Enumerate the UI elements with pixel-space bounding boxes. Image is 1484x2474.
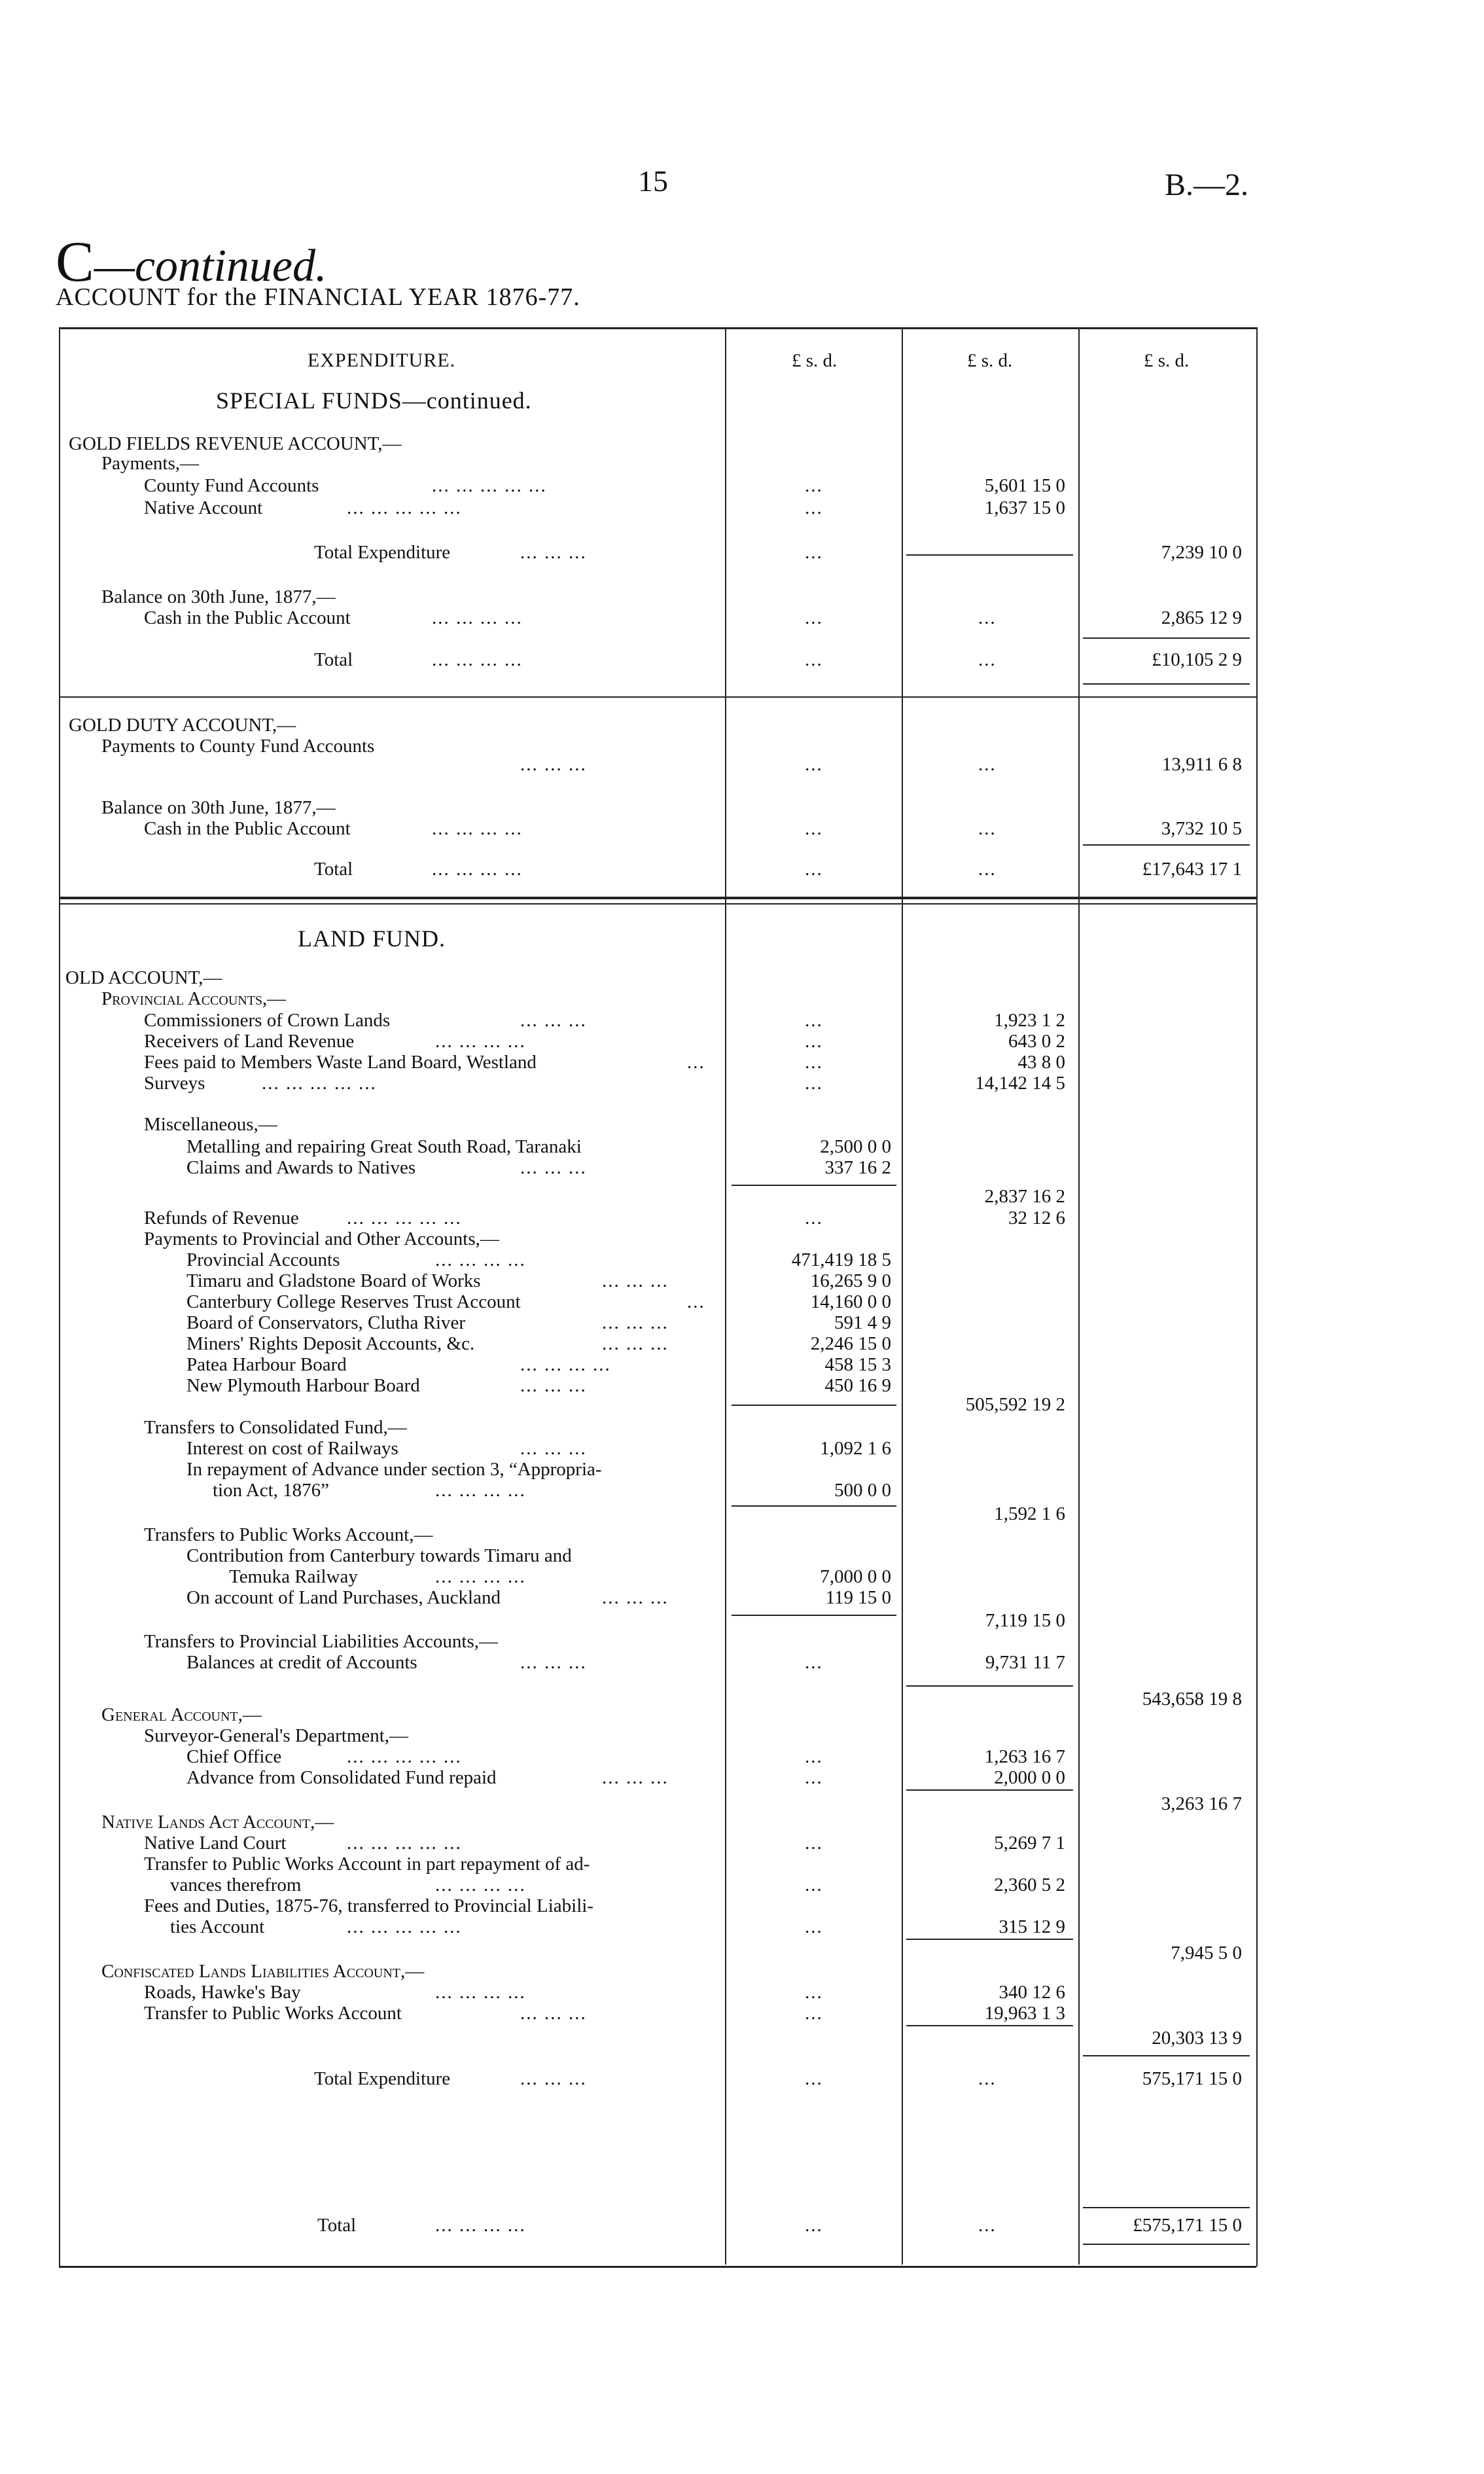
total-expenditure-label: Total Expenditure [314, 2068, 451, 2089]
gold-duty-payments-label: Payments to County Fund Accounts [101, 736, 375, 757]
surveys-value: 14,142 14 5 [975, 1073, 1065, 1094]
leader-dots: ... [805, 1746, 823, 1767]
native-account-label: Native Account [144, 497, 263, 518]
balances-label: Balances at credit of Accounts [186, 1652, 417, 1673]
total-label: Total [314, 649, 353, 670]
leader-dots: ... ... ... ... [435, 2215, 526, 2236]
leader-dots: ... [687, 1291, 705, 1312]
total-label: Total [314, 859, 353, 880]
leader-dots: ... ... ... ... [432, 859, 523, 880]
native-lands-heading: Native Lands Act Account,— [101, 1812, 334, 1833]
transfers-public-works-total: 7,119 15 0 [985, 1610, 1065, 1631]
patea-label: Patea Harbour Board [186, 1354, 347, 1375]
leader-dots: ... [805, 542, 823, 563]
leader-dots: ... ... ... ... [432, 607, 523, 628]
leader-dots: ... [805, 1652, 823, 1673]
gold-duty-payments-value: 13,911 6 8 [1161, 754, 1242, 775]
land-fund-title: LAND FUND. [298, 925, 446, 952]
payments-provincial-total: 505,592 19 2 [965, 1394, 1065, 1415]
gold-fields-total-value: £10,105 2 9 [1152, 649, 1242, 670]
rule [906, 1685, 1073, 1687]
rule [732, 1505, 896, 1507]
confiscated-lands-total: 20,303 13 9 [1152, 2028, 1242, 2049]
leader-dots: ... [978, 2215, 997, 2236]
gold-duty-cash-value: 3,732 10 5 [1161, 818, 1242, 839]
transfer-pw-label-line1: Transfer to Public Works Account in part repayment of ad- [144, 1854, 590, 1874]
column-divider [1078, 327, 1080, 2265]
currency-header-2: £ s. d. [967, 350, 1013, 371]
gold-duty-total-value: £17,643 17 1 [1142, 859, 1242, 880]
balance-label: Balance on 30th June, 1877,— [101, 797, 336, 818]
rule [732, 1405, 896, 1406]
leader-dots: ... [978, 2068, 997, 2089]
leader-dots: ... ... ... [602, 1587, 669, 1608]
leader-dots: ... ... ... ... ... [347, 1208, 462, 1228]
timaru-label: Timaru and Gladstone Board of Works [186, 1270, 481, 1291]
repayment-label-line2: tion Act, 1876” [213, 1480, 330, 1501]
surveys-label: Surveys [144, 1073, 205, 1094]
metalling-value: 2,500 0 0 [820, 1136, 891, 1157]
leader-dots: ... [805, 1208, 823, 1228]
receivers-label: Receivers of Land Revenue [144, 1031, 355, 1052]
leader-dots: ... [805, 2215, 823, 2236]
leader-dots: ... [805, 859, 823, 880]
chief-office-value: 1,263 16 7 [984, 1746, 1065, 1767]
miscellaneous-total: 2,837 16 2 [984, 1186, 1065, 1207]
native-court-label: Native Land Court [144, 1833, 287, 1854]
leader-dots: ... ... ... [520, 754, 587, 775]
roads-label: Roads, Hawke's Bay [144, 1982, 301, 2003]
fees-label: Fees paid to Members Waste Land Board, Westland [144, 1052, 537, 1073]
old-account-heading: OLD ACCOUNT,— [65, 967, 222, 988]
refunds-label: Refunds of Revenue [144, 1208, 299, 1228]
leader-dots: ... [805, 497, 823, 518]
leader-dots: ... ... ... ... ... [432, 475, 547, 496]
repayment-label-line1: In repayment of Advance under section 3, “Appropria- [186, 1459, 602, 1480]
claims-value: 337 16 2 [824, 1157, 891, 1178]
leader-dots: ... ... ... [520, 1438, 587, 1459]
county-fund-label: County Fund Accounts [144, 475, 319, 496]
leader-dots: ... ... ... ... ... [262, 1073, 377, 1094]
leader-dots: ... [805, 1010, 823, 1031]
transfers-provincial-liabilities-heading: Transfers to Provincial Liabilities Accounts,— [144, 1631, 499, 1652]
leader-dots: ... [978, 607, 997, 628]
clutha-label: Board of Conservators, Clutha River [186, 1312, 466, 1333]
native-lands-total: 7,945 5 0 [1171, 1943, 1242, 1963]
leader-dots: ... [687, 1052, 705, 1073]
leader-dots: ... ... ... ... [435, 1480, 526, 1501]
leader-dots: ... ... ... ... ... [347, 1746, 462, 1767]
leader-dots: ... ... ... ... [432, 649, 523, 670]
leader-dots: ... ... ... [602, 1767, 669, 1788]
leader-dots: ... [805, 1916, 823, 1937]
fees-duties-label-line2: ties Account [170, 1916, 265, 1937]
confiscated-lands-heading: Confiscated Lands Liabilities Account,— [101, 1961, 425, 1982]
leader-dots: ... ... ... [520, 1010, 587, 1031]
section-divider [59, 897, 1256, 899]
rule [732, 1185, 896, 1186]
interest-value: 1,092 1 6 [820, 1438, 891, 1459]
leader-dots: ... [805, 1982, 823, 2003]
leader-dots: ... [805, 1767, 823, 1788]
leader-dots: ... [805, 2003, 823, 2024]
leader-dots: ... [978, 649, 997, 670]
native-account-value: 1,637 15 0 [984, 497, 1065, 518]
expenditure-heading: EXPENDITURE. [308, 350, 456, 371]
land-fund-total-value: £575,171 15 0 [1133, 2215, 1242, 2236]
leader-dots: ... ... ... ... [435, 1874, 526, 1895]
rule [1083, 637, 1250, 639]
leader-dots: ... ... ... ... [432, 818, 523, 839]
provincial-accounts-value: 471,419 18 5 [791, 1249, 891, 1270]
gold-fields-total-expenditure: 7,239 10 0 [1161, 542, 1242, 563]
old-account-total: 543,658 19 8 [1142, 1689, 1242, 1710]
leader-dots: ... [805, 754, 823, 775]
rule [906, 1939, 1073, 1940]
leader-dots: ... [805, 1874, 823, 1895]
transfers-consolidated-heading: Transfers to Consolidated Fund,— [144, 1417, 407, 1438]
leader-dots: ... [978, 754, 997, 775]
contribution-label-line2: Temuka Railway [229, 1566, 358, 1587]
transfers-public-works-heading: Transfers to Public Works Account,— [144, 1524, 433, 1545]
interest-label: Interest on cost of Railways [186, 1438, 398, 1459]
leader-dots: ... ... ... ... [435, 1566, 526, 1587]
leader-dots: ... ... ... ... ... [347, 1916, 462, 1937]
leader-dots: ... ... ... ... [520, 1354, 611, 1375]
general-account-total: 3,263 16 7 [1161, 1793, 1242, 1814]
leader-dots: ... [805, 2068, 823, 2089]
leader-dots: ... [978, 818, 997, 839]
repayment-value: 500 0 0 [834, 1480, 891, 1501]
leader-dots: ... ... ... [520, 542, 587, 563]
column-divider [725, 327, 726, 2265]
gold-fields-heading: GOLD FIELDS REVENUE ACCOUNT,— [69, 433, 402, 454]
metalling-label: Metalling and repairing Great South Road, Taranaki [186, 1136, 582, 1157]
miscellaneous-heading: Miscellaneous,— [144, 1114, 277, 1135]
leader-dots: ... ... ... ... ... [347, 1833, 462, 1854]
miners-value: 2,246 15 0 [810, 1333, 891, 1354]
rule [906, 2025, 1073, 2026]
contribution-label-line1: Contribution from Canterbury towards Timaru and [186, 1545, 572, 1566]
leader-dots: ... [978, 859, 997, 880]
column-divider [902, 327, 903, 2265]
section-continued: —continued. [94, 241, 327, 291]
refunds-value: 32 12 6 [1008, 1208, 1065, 1228]
transfer-pw-label-line2: vances therefrom [170, 1874, 302, 1895]
account-subtitle: ACCOUNT for the FINANCIAL YEAR 1876-77. [56, 283, 580, 311]
provincial-accounts-heading: Provincial Accounts,— [101, 988, 287, 1009]
leader-dots: ... ... ... [520, 1375, 587, 1396]
leader-dots: ... [805, 1833, 823, 1854]
leader-dots: ... ... ... [520, 2068, 587, 2089]
county-fund-value: 5,601 15 0 [984, 475, 1065, 496]
leader-dots: ... ... ... [602, 1312, 669, 1333]
native-court-value: 5,269 7 1 [994, 1833, 1065, 1854]
leader-dots: ... ... ... ... [435, 1031, 526, 1052]
leader-dots: ... ... ... [602, 1270, 669, 1291]
commissioners-value: 1,923 1 2 [994, 1010, 1065, 1031]
section-divider [59, 903, 1256, 905]
leader-dots: ... [805, 475, 823, 496]
rule [1083, 2055, 1250, 2056]
leader-dots: ... ... ... [602, 1333, 669, 1354]
currency-header-1: £ s. d. [792, 350, 838, 371]
rule [906, 1789, 1073, 1791]
leader-dots: ... [805, 1052, 823, 1073]
gold-fields-cash-value: 2,865 12 9 [1161, 607, 1242, 628]
timaru-value: 16,265 9 0 [810, 1270, 891, 1291]
leader-dots: ... ... ... [520, 1157, 587, 1178]
leader-dots: ... ... ... ... ... [347, 497, 462, 518]
fees-value: 43 8 0 [1017, 1052, 1065, 1073]
miners-label: Miners' Rights Deposit Accounts, &c. [186, 1333, 475, 1354]
chief-office-label: Chief Office [186, 1746, 282, 1767]
plymouth-value: 450 16 9 [824, 1375, 891, 1396]
leader-dots: ... [805, 818, 823, 839]
document-reference: B.—2. [1165, 168, 1249, 202]
roads-value: 340 12 6 [998, 1982, 1065, 2003]
cash-label: Cash in the Public Account [144, 818, 351, 839]
fees-duties-label-line1: Fees and Duties, 1875-76, transferred to Provincial Liabili- [144, 1895, 593, 1916]
balances-value: 9,731 11 7 [985, 1652, 1065, 1673]
page-number: 15 [638, 164, 668, 198]
leader-dots: ... [805, 1073, 823, 1094]
land-fund-total-expenditure: 575,171 15 0 [1142, 2068, 1242, 2089]
balance-label: Balance on 30th June, 1877,— [101, 586, 336, 607]
section-letter: C [56, 230, 94, 294]
commissioners-label: Commissioners of Crown Lands [144, 1010, 391, 1031]
payments-label: Payments,— [101, 453, 200, 474]
currency-header-3: £ s. d. [1144, 350, 1190, 371]
special-funds-title: SPECIAL FUNDS—continued. [216, 387, 532, 414]
cash-label: Cash in the Public Account [144, 607, 351, 628]
leader-dots: ... ... ... [520, 1652, 587, 1673]
general-account-heading: General Account,— [101, 1704, 262, 1725]
rule [1083, 844, 1250, 846]
receivers-value: 643 0 2 [1008, 1031, 1065, 1052]
leader-dots: ... [805, 607, 823, 628]
fees-duties-value: 315 12 9 [998, 1916, 1065, 1937]
contribution-value: 7,000 0 0 [820, 1566, 891, 1587]
plymouth-label: New Plymouth Harbour Board [186, 1375, 420, 1396]
advance-value: 2,000 0 0 [994, 1767, 1065, 1788]
total-label: Total [317, 2215, 357, 2236]
provincial-accounts-label: Provincial Accounts [186, 1249, 340, 1270]
leader-dots: ... ... ... ... [435, 1249, 526, 1270]
canterbury-label: Canterbury College Reserves Trust Account [186, 1291, 521, 1312]
rule [732, 1615, 896, 1616]
leader-dots: ... ... ... ... [435, 1982, 526, 2003]
transfer-pw2-value: 19,963 1 3 [984, 2003, 1065, 2024]
transfer-pw2-label: Transfer to Public Works Account [144, 2003, 402, 2024]
leader-dots: ... [805, 649, 823, 670]
patea-value: 458 15 3 [824, 1354, 891, 1375]
clutha-value: 591 4 9 [834, 1312, 891, 1333]
leader-dots: ... ... ... [520, 2003, 587, 2024]
rule [906, 554, 1073, 556]
canterbury-value: 14,160 0 0 [810, 1291, 891, 1312]
advance-label: Advance from Consolidated Fund repaid [186, 1767, 497, 1788]
gold-duty-heading: GOLD DUTY ACCOUNT,— [69, 715, 296, 736]
section-divider [59, 696, 1256, 698]
payments-provincial-heading: Payments to Provincial and Other Accounts,— [144, 1228, 499, 1249]
table-bottom-rule [59, 2266, 1256, 2268]
rule [1083, 683, 1250, 685]
claims-label: Claims and Awards to Natives [186, 1157, 416, 1178]
surveyor-general-heading: Surveyor-General's Department,— [144, 1725, 409, 1746]
rule [1083, 2207, 1250, 2208]
purchases-value: 119 15 0 [825, 1587, 891, 1608]
leader-dots: ... [805, 1031, 823, 1052]
transfer-pw-value: 2,360 5 2 [994, 1874, 1065, 1895]
transfers-consolidated-total: 1,592 1 6 [994, 1503, 1065, 1524]
purchases-label: On account of Land Purchases, Auckland [186, 1587, 501, 1608]
total-expenditure-label: Total Expenditure [314, 542, 451, 563]
rule [1083, 2244, 1250, 2245]
